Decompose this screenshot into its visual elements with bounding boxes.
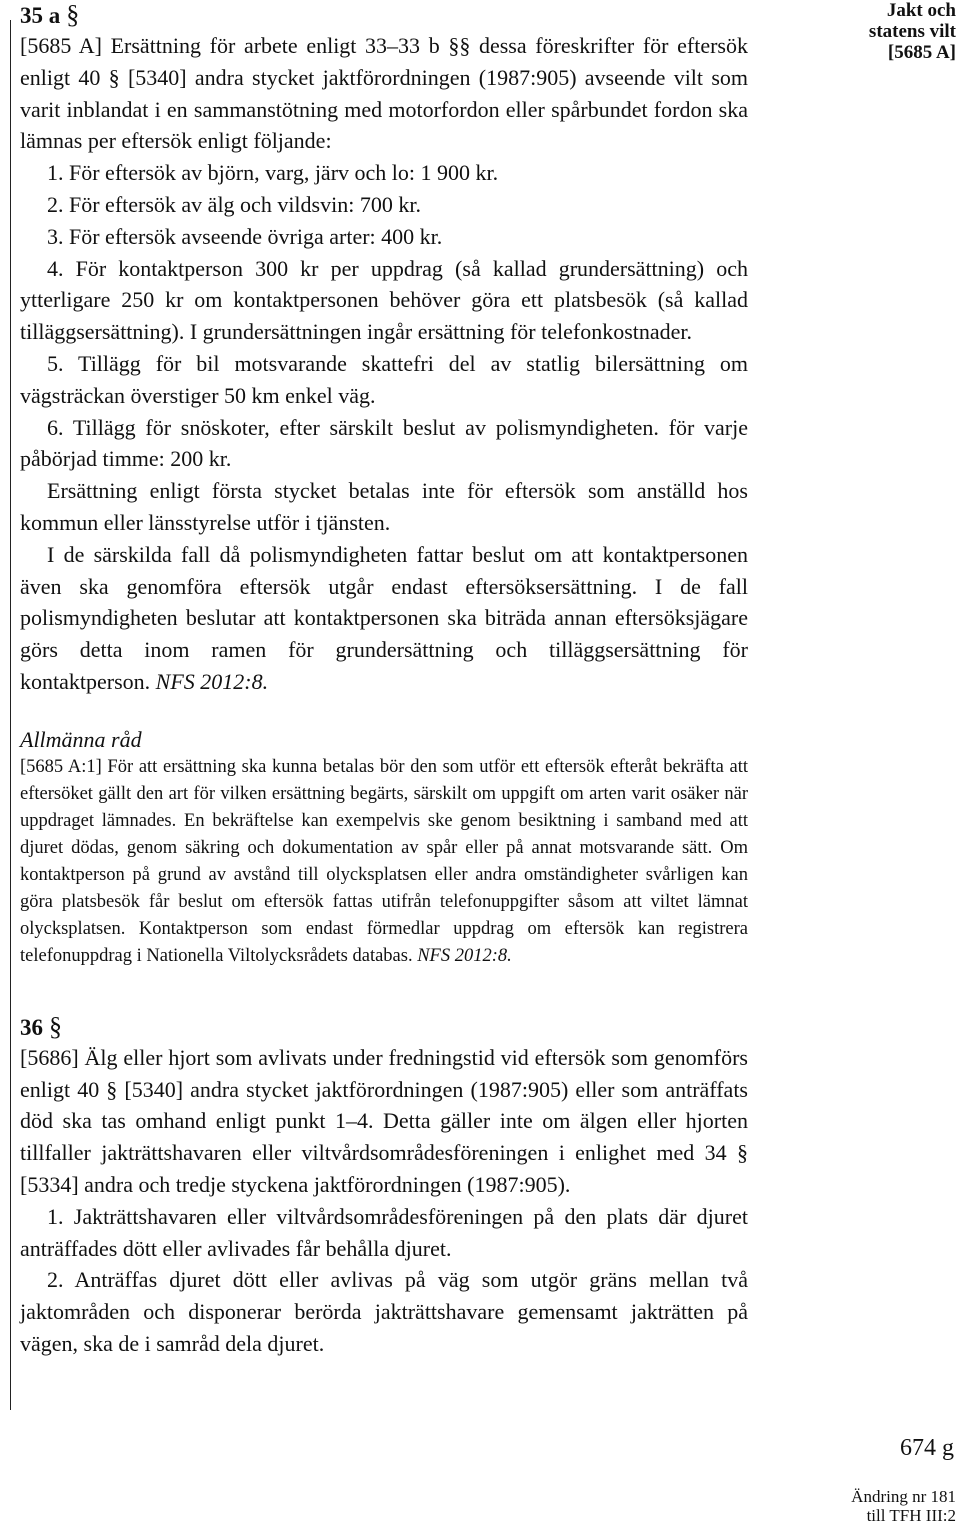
header-line: Jakt och <box>886 0 956 21</box>
list-item: 1. För eftersök av björn, varg, järv och lo: 1 900 kr. <box>47 160 499 186</box>
margin-rule <box>10 20 11 1410</box>
regulation-reference: NFS 2012:8. <box>417 945 512 966</box>
header-line: [5685 A] <box>887 42 956 63</box>
section-intro: [5685 A] Ersättning för arbete enligt 33–33 b §§ dessa föreskrifter för eftersök enligt 40 § [5340] andra stycket jaktförordningen (1987:905) avseende vilt som varit inblandat i en sammanstötning med motorfordon eller spårbundet fordon ska lämnas per eftersök enligt följande: <box>20 33 748 154</box>
list-item: 6. Tillägg för snöskoter, efter särskilt beslut av polismyndigheten. för varje påbörjad timme: 200 kr. <box>20 414 748 472</box>
advice-text <box>20 754 748 970</box>
paragraph <box>20 539 748 698</box>
section-heading <box>20 0 748 30</box>
regulation-reference: NFS 2012:8. <box>155 668 269 694</box>
paragraph: Ersättning enligt första stycket betalas inte för eftersök som anställd hos kommun eller länsstyrelse utför i tjänsten. <box>20 478 748 535</box>
list-item: 3. För eftersök avseende övriga arter: 400 kr. <box>47 223 443 249</box>
advice-heading: Allmänna råd <box>20 726 142 752</box>
main-text-column <box>20 0 748 1360</box>
list-item: 4. För kontaktperson 300 kr per uppdrag (så kallad grundersättning) och ytterligare 250 kr om kontaktpersonen behöver göra ett platsbesök (så kallad tilläggsersättning). I grundersättningen ingår ersättning för telefonkostnader. <box>20 255 748 345</box>
section-symbol: § <box>49 1011 62 1041</box>
section-35a <box>20 0 748 698</box>
section-number: 36 <box>20 1014 43 1040</box>
advice-body: [5685 A:1] För att ersättning ska kunna betalas bör den som utför ett eftersök efteråt bekräfta att eftersöket gällt den art för vilken ersättning begärts, särskilt om uppgift om arten varit osäker när uppdraget lämnades. En bekräftelse kan exempelvis ske genom besiktning i samband med att djuret dödas, genom säkring och dokumentation av spår eller på annat motsvarande sätt. Om kontaktperson på grund av avstånd till olycksplatsen eller andra omständigheter svårligen kan göra platsbesök får beslut om eftersök fattas utifrån telefonuppgifter såsom att viltet lämnat olycksplatsen. Kontaktperson som endast förmedlar uppdrag om eftersök kan registrera telefonuppdrag i Nationella Viltolycksrådets databas. <box>20 756 748 966</box>
general-advice <box>20 726 748 970</box>
paragraph-text: I de särskilda fall då polismyndigheten fattar beslut om att kontaktpersonen även ska genomföra eftersök utgår endast eftersöksersättning. I de fall polismyndigheten beslutar att kontaktpersonen ska biträda annan eftersöksjägare görs detta inom ramen för grundersättning och tilläggsersättning för kontaktperson. <box>20 541 748 694</box>
header-line: statens vilt <box>868 21 956 42</box>
section-number: 35 a <box>20 3 61 28</box>
list-item: 1. Jakträttshavaren eller viltvårdsområdesföreningen på den plats där djuret anträffades dött eller avlivades får behålla djuret. <box>20 1203 748 1261</box>
section-intro: [5686] Älg eller hjort som avlivats under fredningstid vid eftersök som genomförs enligt 40 § [5340] andra stycket jaktförordningen (1987:905) eller som anträffats död ska tas omhand enligt punkt 1–4. Detta gäller inte om älgen eller hjorten tillfaller jakträttshavaren eller viltvårdsområdesföreningen i enlighet med 34 § [5334] andra och tredje styckena jaktförordningen (1987:905). <box>20 1044 748 1197</box>
section-symbol: § <box>66 0 80 29</box>
change-line: Ändring nr 181 <box>851 1487 956 1506</box>
change-line: till TFH III:2 <box>866 1506 956 1525</box>
list-item: 5. Tillägg för bil motsvarande skattefri del av statlig bilersättning om vägsträckan överstiger 50 km enkel väg. <box>20 350 748 408</box>
section-36 <box>20 1012 748 1360</box>
change-note <box>851 1487 956 1525</box>
section-heading <box>20 1012 748 1042</box>
list-item: 2. Anträffas djuret dött eller avlivas på väg som utgör gräns mellan två jaktområden och disponerar berörda jakträttshavare gemensamt jakträtten på vägen, ska de i samråd dela djuret. <box>20 1267 748 1356</box>
running-header <box>869 0 956 63</box>
page-number: 674 g <box>900 1435 954 1461</box>
list-item: 2. För eftersök av älg och vildsvin: 700 kr. <box>47 191 421 217</box>
